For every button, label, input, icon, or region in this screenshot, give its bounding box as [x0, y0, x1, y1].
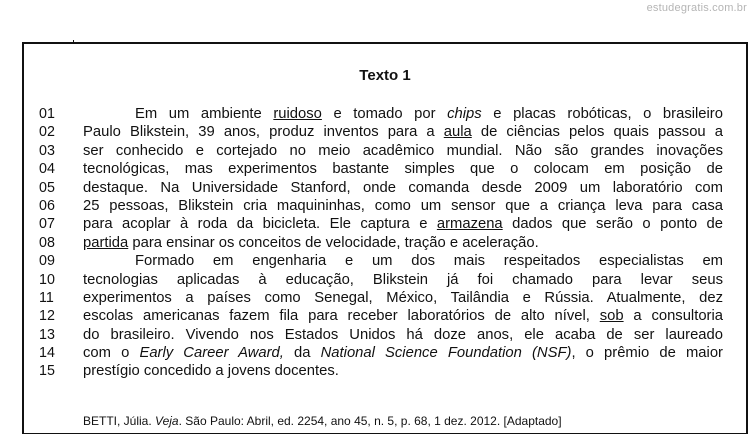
- text-segment: com o: [83, 345, 140, 362]
- line-number: 04: [39, 161, 55, 178]
- text-segment: ser conhecido e cortejado no meio acadêmico mundial. Não são grandes inovações: [83, 142, 723, 159]
- passage-line: [83, 123, 723, 141]
- text-segment: tecnológicas, mas experimentos bastante simples que o colocam em posição de: [83, 161, 723, 178]
- text-segment: dados que serão o ponto de: [502, 216, 723, 233]
- citation-details: . São Paulo: Abril, ed. 2254, ano 45, n. 5, p. 68, 1 dez. 2012. [Adaptado]: [178, 414, 562, 428]
- passage-line: [83, 362, 723, 380]
- text-title: Texto 1: [359, 67, 411, 84]
- italic-text: Early Career Award,: [139, 345, 284, 362]
- line-number: 15: [39, 363, 55, 380]
- italic-text: chips: [447, 106, 482, 122]
- text-segment: tecnologias aplicadas à educação, Blikstein já foi chamado para levar seus: [83, 271, 723, 288]
- text-segment: para acoplar à roda da bicicleta. Ele captura e: [83, 216, 437, 233]
- text-segment: destaque. Na Universidade Stanford, onde comanda desde 2009 um laboratório com: [83, 179, 723, 196]
- text-frame: [22, 42, 748, 434]
- line-number: 07: [39, 216, 55, 233]
- passage-line: [83, 307, 723, 325]
- text-segment: Formado em engenharia e um dos mais respeitados especialistas em: [135, 253, 723, 270]
- watermark: estudegratis.com.br: [646, 2, 747, 14]
- citation-author: BETTI, Júlia.: [83, 414, 156, 428]
- passage-line: [83, 271, 723, 289]
- italic-text: National Science Foundation (NSF): [320, 345, 572, 362]
- text-segment: de ciências pelos quais passou a: [471, 124, 723, 141]
- passage-line: [83, 234, 723, 252]
- passage-line: [83, 197, 723, 215]
- line-number: 09: [39, 253, 55, 270]
- text-segment: Em um ambiente: [135, 106, 274, 122]
- text-segment: 25 pessoas, Blikstein cria maquininhas, como um sensor que a criança leva para casa: [83, 197, 723, 214]
- underlined-word: armazena: [436, 216, 503, 233]
- text-segment: escolas americanas fazem fila para receber laboratórios de alto nível,: [83, 308, 600, 325]
- source-citation: [83, 414, 562, 428]
- text-segment: Paulo Blikstein, 39 anos, produz inventos para a: [83, 124, 444, 141]
- line-numbers: [39, 105, 55, 381]
- text-segment: , o prêmio de maior: [571, 345, 723, 362]
- text-segment: a consultoria: [623, 308, 723, 325]
- line-number: 06: [39, 197, 55, 214]
- passage-line: [83, 179, 723, 197]
- line-number: 13: [39, 326, 55, 343]
- text-segment: da: [283, 345, 321, 362]
- text-segment: experimentos a países como Senegal, México, Tailândia e Rússia. Atualmente, dez: [83, 289, 723, 306]
- line-number: 11: [39, 289, 54, 306]
- text-segment: do brasileiro. Vivendo nos Estados Unidos há doze anos, ele acaba de ser laureado: [83, 326, 723, 343]
- text-segment: e placas robóticas, o brasileiro: [481, 106, 723, 122]
- text-segment: e tomado por: [321, 106, 448, 122]
- passage-line: [83, 252, 723, 270]
- passage-line: [83, 326, 723, 344]
- passage-line: [83, 344, 723, 362]
- line-number: 12: [39, 308, 55, 325]
- line-number: 10: [39, 271, 55, 288]
- passage-line: [83, 289, 723, 307]
- passage-line: [83, 105, 723, 123]
- line-number: 02: [39, 124, 55, 141]
- text-segment: prestígio concedido a jovens docentes.: [83, 363, 339, 380]
- line-number: 05: [39, 179, 55, 196]
- underlined-word: aula: [443, 124, 472, 141]
- underlined-word: ruidoso: [273, 106, 322, 122]
- citation-journal: Veja: [155, 414, 179, 428]
- line-number: 01: [39, 106, 55, 122]
- underlined-word: sob: [599, 308, 624, 325]
- line-number: 14: [39, 345, 55, 362]
- line-number: 03: [39, 142, 55, 159]
- text-segment: para ensinar os conceitos de velocidade, tração e aceleração.: [128, 234, 539, 251]
- passage-body: [83, 105, 723, 381]
- passage-line: [83, 160, 723, 178]
- passage-line: [83, 215, 723, 233]
- passage-line: [83, 142, 723, 160]
- underlined-word: partida: [83, 234, 129, 251]
- line-number: 08: [39, 234, 55, 251]
